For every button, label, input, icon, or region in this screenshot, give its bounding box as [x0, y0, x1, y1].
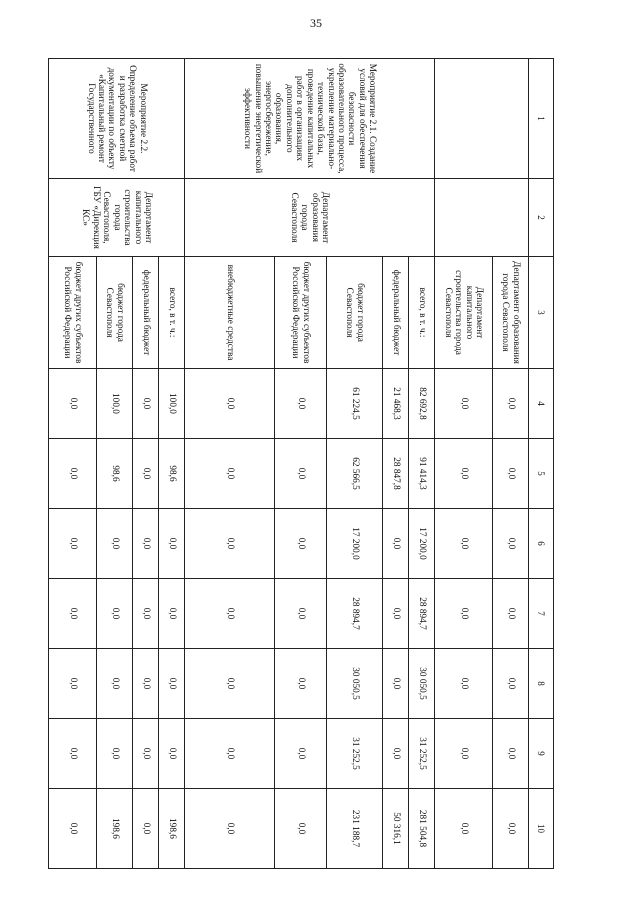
value-cell: 0,0	[493, 719, 529, 789]
responsible-cell: Департамент образования города Севастополя	[185, 179, 435, 257]
value-cell: 28 894,7	[409, 579, 435, 649]
value-cell: 0,0	[275, 579, 327, 649]
value-cell: 0,0	[159, 579, 185, 649]
value-cell: 0,0	[185, 649, 275, 719]
value-cell: 0,0	[49, 579, 97, 649]
source-cell: бюджет города Севастополя	[327, 257, 383, 369]
value-cell: 0,0	[97, 579, 133, 649]
budget-table	[48, 58, 554, 869]
value-cell: 82 692,8	[409, 369, 435, 439]
value-cell: 0,0	[275, 369, 327, 439]
value-cell: 0,0	[49, 509, 97, 579]
header-cell: 7	[529, 579, 554, 649]
header-cell: 1	[529, 59, 554, 179]
value-cell: 0,0	[185, 789, 275, 869]
value-cell: 30 050,5	[327, 649, 383, 719]
value-cell: 0,0	[383, 719, 409, 789]
source-cell: Департамент образования города Севастополя	[493, 257, 529, 369]
value-cell: 0,0	[97, 509, 133, 579]
header-cell: 9	[529, 719, 554, 789]
header-cell: 6	[529, 509, 554, 579]
value-cell: 231 188,7	[327, 789, 383, 869]
value-cell: 17 200,0	[327, 509, 383, 579]
table-cell-empty	[435, 59, 529, 179]
value-cell: 0,0	[435, 579, 493, 649]
value-cell: 0,0	[435, 369, 493, 439]
header-cell: 8	[529, 649, 554, 719]
table-row	[159, 59, 185, 869]
value-cell: 0,0	[275, 649, 327, 719]
value-cell: 0,0	[185, 509, 275, 579]
value-cell: 0,0	[275, 789, 327, 869]
value-cell: 0,0	[49, 439, 97, 509]
source-cell: внебюджетные средства	[185, 257, 275, 369]
measure-cell: Мероприятие 2.2. Определение объема работ и разработка сметной документации по объекту «Капитальный ремонт Государственного	[49, 59, 185, 179]
value-cell: 31 252,5	[409, 719, 435, 789]
value-cell: 0,0	[185, 369, 275, 439]
value-cell: 91 414,3	[409, 439, 435, 509]
value-cell: 0,0	[435, 789, 493, 869]
value-cell: 0,0	[435, 649, 493, 719]
value-cell: 0,0	[133, 369, 159, 439]
value-cell: 100,0	[159, 369, 185, 439]
value-cell: 0,0	[275, 719, 327, 789]
value-cell: 0,0	[493, 789, 529, 869]
value-cell: 0,0	[185, 439, 275, 509]
header-cell: 10	[529, 789, 554, 869]
value-cell: 17 200,0	[409, 509, 435, 579]
value-cell: 0,0	[133, 579, 159, 649]
value-cell: 0,0	[133, 649, 159, 719]
value-cell: 198,6	[97, 789, 133, 869]
value-cell: 0,0	[275, 509, 327, 579]
value-cell: 198,6	[159, 789, 185, 869]
value-cell: 100,0	[97, 369, 133, 439]
source-cell: бюджет других субъектов Российской Федерации	[275, 257, 327, 369]
measure-cell: Мероприятие 2.1. Создание условий для обеспечения безопасности образовательного процесса, укрепление материально-технической базы, проведение капитальных работ в организациях дополнительного образования, энергосбережение, повышение энергетической эффективности	[185, 59, 435, 179]
value-cell: 31 252,5	[327, 719, 383, 789]
value-cell: 0,0	[435, 509, 493, 579]
value-cell: 0,0	[493, 439, 529, 509]
value-cell: 0,0	[383, 579, 409, 649]
value-cell: 0,0	[493, 369, 529, 439]
value-cell: 281 504,8	[409, 789, 435, 869]
value-cell: 0,0	[133, 439, 159, 509]
value-cell: 0,0	[435, 439, 493, 509]
value-cell: 0,0	[493, 579, 529, 649]
source-cell: бюджет города Севастополя	[97, 257, 133, 369]
header-cell: 2	[529, 179, 554, 257]
value-cell: 0,0	[159, 719, 185, 789]
value-cell: 0,0	[133, 509, 159, 579]
value-cell: 0,0	[49, 719, 97, 789]
table-row	[493, 59, 529, 869]
source-cell: федеральный бюджет	[383, 257, 409, 369]
value-cell: 62 566,5	[327, 439, 383, 509]
value-cell: 0,0	[133, 789, 159, 869]
value-cell: 0,0	[383, 509, 409, 579]
value-cell: 0,0	[383, 649, 409, 719]
value-cell: 0,0	[49, 649, 97, 719]
value-cell: 0,0	[49, 789, 97, 869]
page-number: 35	[310, 16, 322, 30]
table-row	[409, 59, 435, 869]
header-cell: 5	[529, 439, 554, 509]
value-cell: 0,0	[97, 719, 133, 789]
value-cell: 0,0	[97, 649, 133, 719]
value-cell: 0,0	[159, 649, 185, 719]
value-cell: 98,6	[97, 439, 133, 509]
value-cell: 28 847,8	[383, 439, 409, 509]
source-cell: федеральный бюджет	[133, 257, 159, 369]
source-cell: Департамент капитального строительства города Севастополя	[435, 257, 493, 369]
value-cell: 0,0	[493, 509, 529, 579]
value-cell: 0,0	[49, 369, 97, 439]
value-cell: 28 894,7	[327, 579, 383, 649]
source-cell: всего, в т. ч.:	[159, 257, 185, 369]
value-cell: 0,0	[133, 719, 159, 789]
source-cell: всего, в т. ч.:	[409, 257, 435, 369]
value-cell: 50 316,1	[383, 789, 409, 869]
value-cell: 0,0	[435, 719, 493, 789]
value-cell: 0,0	[493, 649, 529, 719]
source-cell: бюджет других субъектов Российской Федерации	[49, 257, 97, 369]
header-cell: 3	[529, 257, 554, 369]
table-cell	[435, 179, 529, 257]
header-row	[529, 59, 554, 869]
rotated-table-container	[62, 58, 554, 868]
value-cell: 21 468,3	[383, 369, 409, 439]
header-cell: 4	[529, 369, 554, 439]
value-cell: 61 224,5	[327, 369, 383, 439]
value-cell: 30 050,5	[409, 649, 435, 719]
value-cell: 0,0	[275, 439, 327, 509]
responsible-cell: Департамент капитального строительства города Севастополя, ГБУ «Дирекция КС»	[49, 179, 185, 257]
value-cell: 0,0	[159, 509, 185, 579]
value-cell: 98,6	[159, 439, 185, 509]
value-cell: 0,0	[185, 719, 275, 789]
value-cell: 0,0	[185, 579, 275, 649]
